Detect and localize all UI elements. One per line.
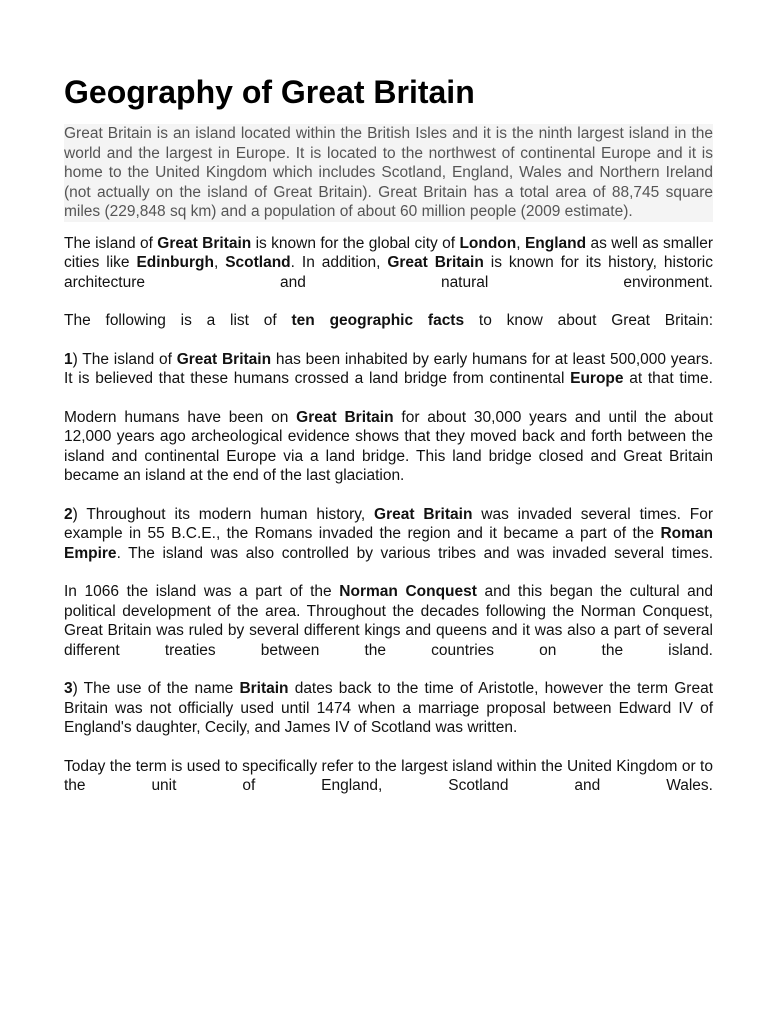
page-title: Geography of Great Britain xyxy=(64,74,475,110)
document-page xyxy=(64,72,713,815)
text: , xyxy=(516,234,525,252)
bold-term: Great Britain xyxy=(296,408,394,426)
paragraph-fact-1 xyxy=(64,350,713,389)
text: at that time. xyxy=(623,370,713,387)
fact-number: 1 xyxy=(64,350,73,368)
bold-term: Great Britain xyxy=(387,254,484,271)
paragraph-fact-2 xyxy=(64,505,713,564)
text: The following is a list of xyxy=(64,312,292,329)
text: ) The island of xyxy=(72,350,177,368)
text: as well as smaller cities like xyxy=(64,234,713,271)
paragraph-modern-humans xyxy=(64,408,713,486)
bold-term: Roman Empire xyxy=(64,525,713,562)
text: is known for the global city of xyxy=(251,234,460,252)
paragraph-norman-conquest xyxy=(64,582,713,660)
text: was invaded several times. For example in 55 B.C.E., the Romans invaded the region and it became a part of the xyxy=(64,505,713,542)
text: . In addition, xyxy=(290,254,388,271)
text: and this began the cultural and political development of the area. Throughout the decades following the Norman Conquest, Great Britain was ruled by several different kings and queens and it was also a part of several different treaties between the countries on the island. xyxy=(64,583,714,659)
text: . The island was also controlled by various tribes and was invaded several times. xyxy=(116,544,713,562)
paragraph-list-intro xyxy=(64,311,713,331)
text: Today the term is used to specifically refer to the largest island within the United Kingdom or to the unit of England, Scotland and Wales. xyxy=(64,757,713,794)
bold-term: Britain xyxy=(239,680,289,697)
bold-term: ten geographic facts xyxy=(291,312,465,329)
fact-number: 2 xyxy=(64,505,73,523)
bold-term: Europe xyxy=(570,370,624,387)
intro-summary: Great Britain is an island located within the British Isles and it is the ninth largest island in the world and the largest in Europe. It is located to the northwest of continental Europe and it is home to the United Kingdom which includes Scotland, England, Wales and Northern Ireland (not actually on the island of Great Britain). Great Britain has a total area of 88,745 square miles (229,848 sq km) and a population of about 60 million people (2009 estimate). xyxy=(64,125,713,220)
bold-term: England xyxy=(524,234,587,252)
text: has been inhabited by early humans for at least 500,000 years. It is believed that these humans crossed a land bridge from continental xyxy=(64,350,713,387)
bold-term: Norman Conquest xyxy=(339,583,477,600)
paragraph-fact-3 xyxy=(64,679,713,738)
bold-term: Great Britain xyxy=(157,234,252,252)
fact-number: 3 xyxy=(64,680,73,697)
text: dates back to the time of Aristotle, however the term Great Britain was not officially used until 1474 when a marriage proposal between Edward IV of England's daughter, Cecily, and James IV of Scotland was written. xyxy=(64,680,713,736)
text: ) Throughout its modern human history, xyxy=(72,505,375,523)
text: In 1066 the island was a part of the xyxy=(64,583,340,600)
text: ) The use of the name xyxy=(72,680,240,697)
text: , xyxy=(213,254,226,271)
bold-term: Great Britain xyxy=(374,505,473,523)
text: Modern humans have been on xyxy=(64,408,297,426)
text: to know about Great Britain: xyxy=(464,312,714,329)
bold-term: London xyxy=(459,234,517,252)
text: is known for its history, historic architecture and natural environment. xyxy=(64,254,713,291)
bold-term: Great Britain xyxy=(176,350,272,368)
text: The island of xyxy=(64,234,158,252)
bold-term: Scotland xyxy=(225,254,291,271)
paragraph-term-usage xyxy=(64,757,713,796)
text: for about 30,000 years and until the about 12,000 years ago archeological evidence shows that they moved back and forth between the island and continental Europe via a land bridge. This land bridge closed and Great Britain became an island at the end of the last glaciation. xyxy=(64,408,713,484)
paragraph-cities xyxy=(64,234,713,293)
bold-term: Edinburgh xyxy=(136,254,214,271)
